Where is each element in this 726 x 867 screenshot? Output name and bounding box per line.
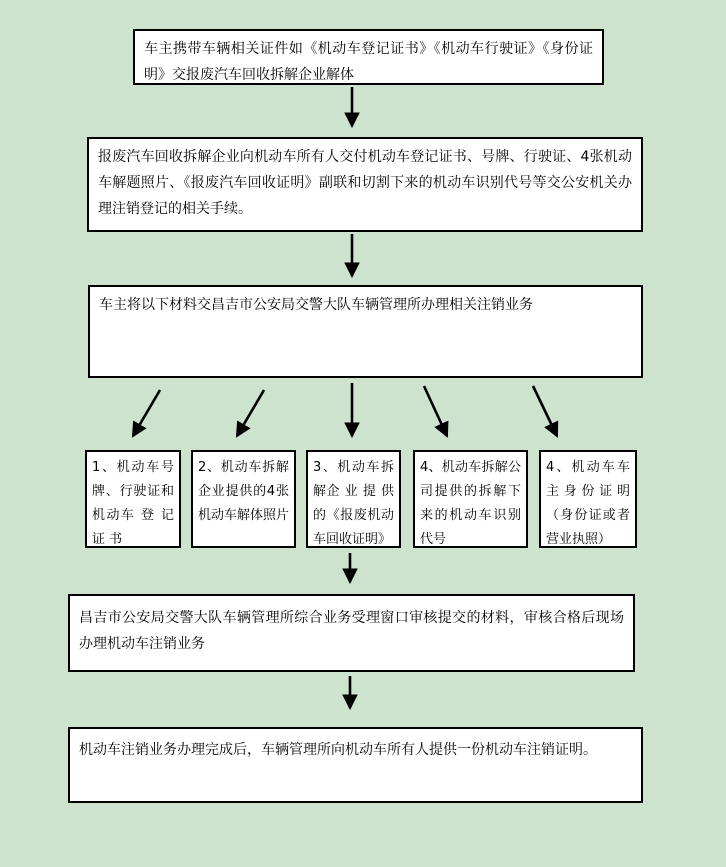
- material-5-box: [539, 450, 637, 548]
- step-1-box: [133, 29, 604, 85]
- material-4-text: 4、机动车拆解公司提供的拆解下来的机动车识别代号: [420, 460, 521, 547]
- arrow-step3-to-material-1: [133, 390, 160, 436]
- step-5-box: [68, 594, 635, 672]
- step-6-box: [68, 727, 643, 803]
- step-3-box: [88, 285, 643, 378]
- material-4-box: [413, 450, 528, 548]
- step-6-text: 机动车注销业务办理完成后，车辆管理所向机动车所有人提供一份机动车注销证明。: [79, 742, 597, 758]
- step-2-text: 报废汽车回收拆解企业向机动车所有人交付机动车登记证书、号牌、行驶证、4张机动车解题照片、《报废汽车回收证明》副联和切割下来的机动车识别代号等交公安机关办理注销登记的相关手续。: [98, 149, 632, 217]
- step-1-text: 车主携带车辆相关证件如《机动车登记证书》《机动车行驶证》《身份证明》交报废汽车回收拆解企业解体: [144, 41, 593, 83]
- material-2-text: 2、机动车拆解企业提供的4张机动车解体照片: [198, 460, 290, 523]
- material-3-box: [306, 450, 401, 548]
- arrow-step3-to-material-2: [237, 390, 264, 436]
- material-1-box: [85, 450, 181, 548]
- arrow-step3-to-material-4: [424, 386, 447, 436]
- material-1-text: 1、机动车号牌、行驶证和机动车 登 记 证 书: [92, 460, 174, 547]
- material-3-text: 3、机动车拆解企 业 提 供 的《报废机动车回收证明》: [313, 460, 394, 547]
- material-5-text: 4、机动车车主身份证明（身份证或者营业执照）: [546, 460, 630, 547]
- step-2-box: [87, 137, 643, 232]
- step-5-text: 昌吉市公安局交警大队车辆管理所综合业务受理窗口审核提交的材料，审核合格后现场办理机动车注销业务: [79, 610, 624, 652]
- arrow-step3-to-material-5: [533, 386, 557, 436]
- step-3-text: 车主将以下材料交昌吉市公安局交警大队车辆管理所办理相关注销业务: [99, 297, 533, 313]
- material-2-box: [191, 450, 296, 548]
